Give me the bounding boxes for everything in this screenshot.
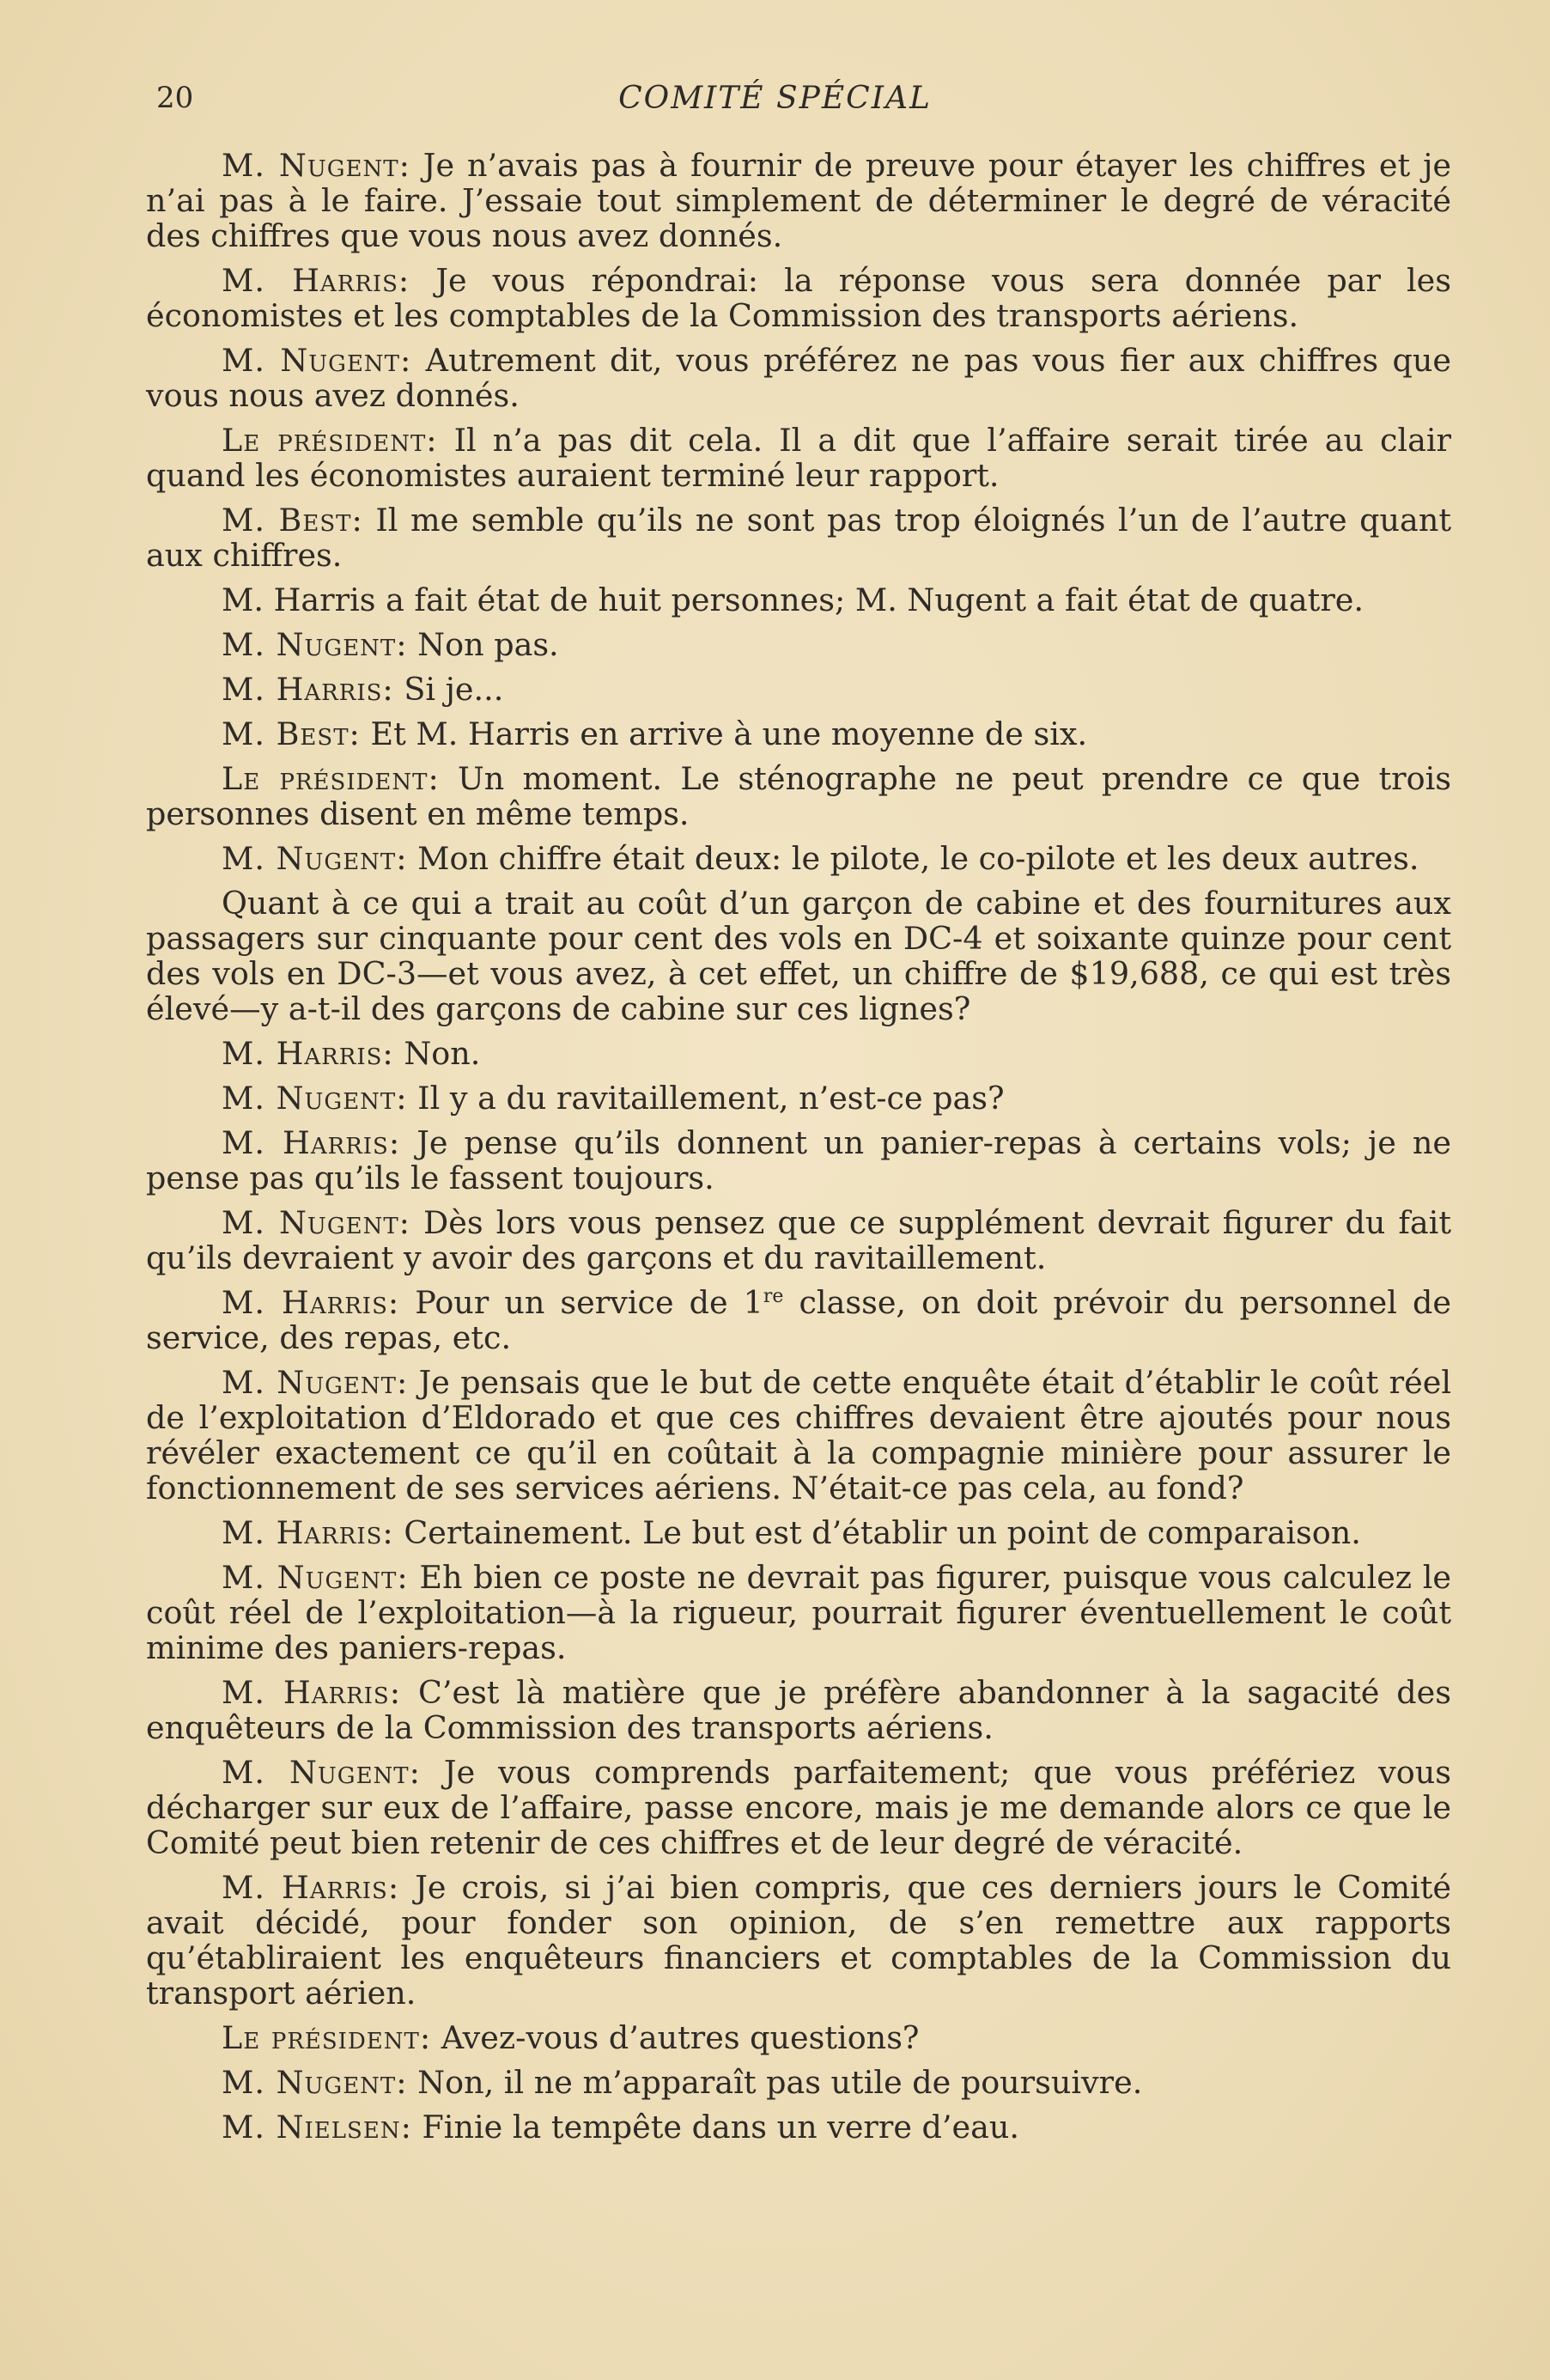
speaker-name: M. Nugent: <box>222 840 408 877</box>
paragraph-text: C’est là matière que je préfère abandonner à la sagacité des enquêteurs de la Commission des transports aériens. <box>146 1674 1452 1746</box>
paragraph <box>146 761 1451 831</box>
paragraph-text-continued: classe, on doit prévoir du personnel de service, des repas, etc. <box>146 1284 1451 1356</box>
paragraph-text: Je n’avais pas à fournir de preuve pour étayer les chiffres et je n’ai pas à le faire. J’essaie tout simplement de déterminer le degré de véracité des chiffres que vous nous avez donnés. <box>146 147 1451 254</box>
paragraph-text: Si je... <box>393 671 504 708</box>
paragraph <box>146 148 1451 253</box>
paragraph <box>146 1515 1451 1550</box>
speaker-name: M. Nugent: <box>222 342 412 379</box>
speaker-name: M. Nugent: <box>222 147 410 184</box>
speaker-name: M. Nugent: <box>222 1559 409 1596</box>
paragraph-text: Non pas. <box>407 626 559 663</box>
paragraph-text: Mon chiffre était deux: le pilote, le co-pilote et les deux autres. <box>407 840 1419 877</box>
paragraph <box>146 716 1451 752</box>
paragraph <box>146 886 1451 1026</box>
paragraph-text: Il y a du ravitaillement, n’est-ce pas? <box>407 1080 1005 1117</box>
paragraph <box>146 672 1451 707</box>
running-title: COMITÉ SPÉCIAL <box>618 81 932 116</box>
paragraph-text: Certainement. Le but est d’établir un point de comparaison. <box>393 1514 1361 1551</box>
speaker-name: M. Nugent: <box>222 1080 408 1117</box>
speaker-name: M. Nugent: <box>222 1364 409 1401</box>
paragraph-text: Un moment. Le sténographe ne peut prendre ce que trois personnes disent en même temps. <box>146 760 1451 832</box>
paragraph-text: Il n’a pas dit cela. Il a dit que l’affaire serait tirée au clair quand les économistes auraient terminé leur rapport. <box>146 422 1451 494</box>
paragraph <box>146 1870 1451 2011</box>
paragraph-text: Je vous répondrai: la réponse vous sera donnée par les économistes et les comptables de la Commission des transports aériens. <box>146 262 1452 334</box>
paragraph <box>146 1080 1451 1116</box>
speaker-name: M. Harris: <box>222 1284 400 1321</box>
paragraph-text: Je vous comprends parfaitement; que vous préfériez vous décharger sur eux de l’affaire, passe encore, mais je me demande alors ce que le Comité peut bien retenir de ces chiffres et de leur degré de véracité. <box>146 1754 1451 1861</box>
speaker-name: M. Nugent: <box>222 1204 410 1241</box>
speaker-name: M. Nugent: <box>222 1754 421 1791</box>
speaker-name: M. Nugent: <box>222 626 408 663</box>
paragraph <box>146 1365 1451 1506</box>
paragraph <box>146 2020 1451 2055</box>
paragraph-text: Avez-vous d’autres questions? <box>431 2019 920 2056</box>
speaker-name: M. Harris: <box>222 262 410 299</box>
paragraph <box>146 2065 1451 2100</box>
paragraph-text: Autrement dit, vous préférez ne pas vous fier aux chiffres que vous nous avez donnés. <box>146 342 1451 414</box>
transcript-body <box>146 148 1451 2154</box>
paragraph <box>146 2109 1451 2145</box>
paragraph <box>146 841 1451 876</box>
paragraph <box>146 1560 1451 1665</box>
paragraph <box>146 1755 1451 1860</box>
speaker-name: M. Nielsen: <box>222 2109 412 2146</box>
paragraph-text: Non. <box>393 1035 481 1072</box>
paragraph-text: Je pense qu’ils donnent un panier-repas à certains vols; je ne pense pas qu’ils le fassent toujours. <box>146 1124 1452 1196</box>
speaker-name: M. Harris: <box>222 1124 401 1161</box>
paragraph-text: Et M. Harris en arrive à une moyenne de six. <box>360 715 1088 752</box>
speaker-name: M. Harris: <box>222 1514 394 1551</box>
paragraph-text: Finie la tempête dans un verre d’eau. <box>411 2109 1019 2146</box>
paragraph <box>146 1205 1451 1275</box>
paragraph <box>146 1675 1451 1745</box>
paragraph-text: Je pensais que le but de cette enquête était d’établir le coût réel de l’exploitation d’Eldorado et que ces chiffres devaient être ajoutés pour nous révéler exactement ce qu’il en coûtait à la compagnie minière pour assurer le fonctionnement de ses services aériens. N’était-ce pas cela, au fond? <box>146 1364 1451 1507</box>
paragraph <box>146 263 1451 333</box>
paragraph-text: Je crois, si j’ai bien compris, que ces derniers jours le Comité avait décidé, pour fonder son opinion, de s’en remettre aux rapports qu’établiraient les enquêteurs financiers et comptables de la Commission du transport aérien. <box>146 1869 1451 2012</box>
speaker-name: M. Nugent: <box>222 2064 408 2101</box>
speaker-name: M. Harris: <box>222 1035 394 1072</box>
speaker-name: M. Harris: <box>222 671 394 708</box>
paragraph-text: Non, il ne m’apparaît pas utile de poursuivre. <box>407 2064 1143 2101</box>
paragraph <box>146 423 1451 493</box>
paragraph <box>146 1125 1451 1196</box>
paragraph <box>146 343 1451 413</box>
paragraph <box>146 1036 1451 1071</box>
speaker-name: Le président: <box>222 2019 432 2056</box>
paragraph <box>146 502 1451 573</box>
speaker-name: M. Best: <box>222 715 361 752</box>
paragraph-text: Pour un service de 1 <box>399 1284 763 1321</box>
paragraph-text: Dès lors vous pensez que ce supplément devrait figurer du fait qu’ils devraient y avoir des garçons et du ravitaillement. <box>146 1204 1451 1276</box>
speaker-name: Le président: <box>222 422 438 459</box>
speaker-name: M. Harris: <box>222 1674 402 1711</box>
paragraph-text: Quant à ce qui a trait au coût d’un garçon de cabine et des fournitures aux passagers sur cinquante pour cent des vols en DC-4 et soixante quinze pour cent des vols en DC-3—et vous avez, à cet effet, un chiffre de $19,688, ce qui est très élevé—y a-t-il des garçons de cabine sur ces lignes? <box>146 885 1451 1027</box>
paragraph <box>146 582 1451 618</box>
speaker-name: M. Harris: <box>222 1869 400 1906</box>
paragraph <box>146 627 1451 662</box>
paragraph-text: Il me semble qu’ils ne sont pas trop éloignés l’un de l’autre quant aux chiffres. <box>146 502 1451 574</box>
paragraph-text: M. Harris a fait état de huit personnes; M. Nugent a fait état de quatre. <box>222 581 1365 618</box>
page-number: 20 <box>156 81 194 115</box>
superscript: re <box>763 1285 784 1307</box>
speaker-name: M. Best: <box>222 502 363 539</box>
paragraph <box>146 1285 1451 1355</box>
paragraph-text: Eh bien ce poste ne devrait pas figurer, puisque vous calculez le coût réel de l’exploitation—à la rigueur, pourrait figurer éventuellement le coût minime des paniers-repas. <box>146 1559 1451 1666</box>
speaker-name: Le président: <box>222 760 440 797</box>
